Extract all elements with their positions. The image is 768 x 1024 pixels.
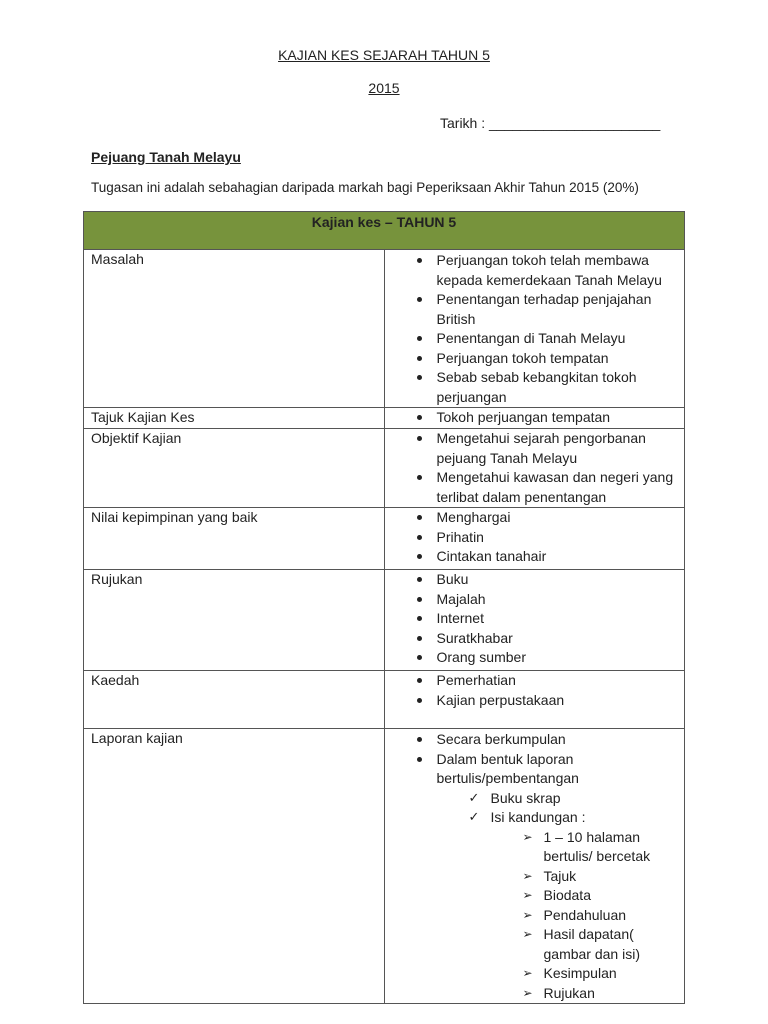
- row-content: [384, 570, 685, 671]
- row-label: Kaedah: [84, 671, 385, 729]
- list-item: Penentangan terhadap penjajahan British: [385, 290, 685, 329]
- list-item: Perjuangan tokoh telah membawa kepada kemerdekaan Tanah Melayu: [385, 251, 685, 290]
- row-content: [384, 729, 685, 1004]
- arrow-item: ➢ Pendahuluan: [385, 906, 685, 926]
- date-field: Tarikh : ______________________: [440, 115, 661, 131]
- list-item: Pemerhatian: [385, 671, 685, 691]
- table-row-masalah: [84, 250, 685, 408]
- row-content: [384, 671, 685, 729]
- list-item: Sebab sebab kebangkitan tokoh perjuangan: [385, 368, 685, 407]
- list-item: Mengetahui sejarah pengorbanan pejuang Tanah Melayu: [385, 429, 685, 468]
- row-label: Tajuk Kajian Kes: [84, 408, 385, 429]
- row-label: Nilai kepimpinan yang baik: [84, 508, 385, 570]
- section-heading: Pejuang Tanah Melayu: [91, 149, 241, 165]
- check-item: ✓ Buku skrap: [385, 789, 685, 809]
- row-content: [384, 250, 685, 408]
- list-item: Orang sumber: [385, 648, 685, 668]
- list-item: Suratkhabar: [385, 629, 685, 649]
- list-item: Dalam bentuk laporan bertulis/pembentangan: [385, 750, 685, 789]
- row-label: Laporan kajian: [84, 729, 385, 1004]
- intro-text: Tugasan ini adalah sebahagian daripada markah bagi Peperiksaan Akhir Tahun 2015 (20%): [91, 180, 639, 195]
- table-row-rujukan: [84, 570, 685, 671]
- row-content: [384, 429, 685, 508]
- list-item: Menghargai: [385, 508, 685, 528]
- table-header-row: [84, 212, 685, 250]
- row-content: [384, 508, 685, 570]
- list-item: Kajian perpustakaan: [385, 691, 685, 711]
- table-row-nilai: [84, 508, 685, 570]
- list-item: Internet: [385, 609, 685, 629]
- arrow-item: ➢ Kesimpulan: [385, 964, 685, 984]
- list-item: Perjuangan tokoh tempatan: [385, 349, 685, 369]
- row-content: [384, 408, 685, 429]
- table-row-objektif: [84, 429, 685, 508]
- table-row-laporan: [84, 729, 685, 1004]
- document-year: 2015: [368, 80, 400, 96]
- list-item: Mengetahui kawasan dan negeri yang terlibat dalam penentangan: [385, 468, 685, 507]
- table-row-tajuk: [84, 408, 685, 429]
- list-item: Cintakan tanahair: [385, 547, 685, 567]
- arrow-item: ➢ Hasil dapatan( gambar dan isi): [385, 925, 685, 964]
- arrow-item: ➢ Tajuk: [385, 867, 685, 887]
- table-row-kaedah: [84, 671, 685, 729]
- list-item: Majalah: [385, 590, 685, 610]
- document-title: KAJIAN KES SEJARAH TAHUN 5: [278, 47, 490, 63]
- case-study-table: [83, 211, 685, 1004]
- list-item: Tokoh perjuangan tempatan: [385, 408, 685, 428]
- list-item: Buku: [385, 570, 685, 590]
- arrow-item: ➢ Rujukan: [385, 984, 685, 1004]
- table-header: Kajian kes – TAHUN 5: [84, 212, 685, 250]
- row-label: Rujukan: [84, 570, 385, 671]
- row-label: Objektif Kajian: [84, 429, 385, 508]
- check-item: ✓ Isi kandungan :: [385, 808, 685, 828]
- arrow-item: ➢ 1 – 10 halaman bertulis/ bercetak: [385, 828, 685, 867]
- arrow-item: ➢ Biodata: [385, 886, 685, 906]
- list-item: Prihatin: [385, 528, 685, 548]
- list-item: Secara berkumpulan: [385, 730, 685, 750]
- list-item: Penentangan di Tanah Melayu: [385, 329, 685, 349]
- row-label: Masalah: [84, 250, 385, 408]
